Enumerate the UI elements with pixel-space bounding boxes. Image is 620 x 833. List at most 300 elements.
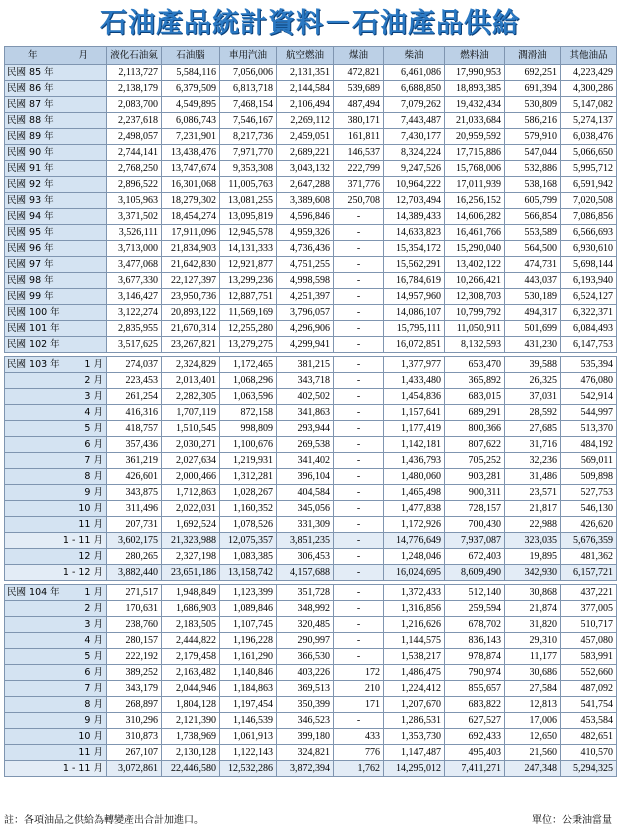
row-year bbox=[5, 517, 61, 533]
table-cell: 1,157,641 bbox=[384, 405, 445, 421]
table-cell: 7,020,508 bbox=[561, 193, 617, 209]
table-cell: - bbox=[334, 565, 384, 581]
table-cell: 1,477,838 bbox=[384, 501, 445, 517]
table-cell: - bbox=[334, 321, 384, 337]
table-row bbox=[5, 177, 617, 193]
table-cell: 2,083,700 bbox=[107, 97, 162, 113]
table-cell: 453,584 bbox=[561, 713, 617, 729]
table-cell: 8,132,593 bbox=[445, 337, 505, 353]
table-cell: 653,470 bbox=[445, 357, 505, 373]
table-cell: 2,013,401 bbox=[162, 373, 220, 389]
col-header-lpg: 液化石油氣 bbox=[107, 47, 162, 65]
row-month: 3 月 bbox=[61, 617, 107, 633]
table-row bbox=[5, 681, 617, 697]
table-cell: 3,122,274 bbox=[107, 305, 162, 321]
table-cell: 161,811 bbox=[334, 129, 384, 145]
table-cell: 39,588 bbox=[505, 357, 561, 373]
table-row bbox=[5, 357, 617, 373]
table-row bbox=[5, 485, 617, 501]
table-cell: 15,562,291 bbox=[384, 257, 445, 273]
table-cell: - bbox=[334, 453, 384, 469]
row-year: 民國 90 年 bbox=[5, 145, 61, 161]
table-cell: 14,086,107 bbox=[384, 305, 445, 321]
table-cell: 4,157,688 bbox=[277, 565, 334, 581]
table-cell: 691,394 bbox=[505, 81, 561, 97]
row-year bbox=[5, 405, 61, 421]
table-row bbox=[5, 665, 617, 681]
table-row bbox=[5, 225, 617, 241]
table-cell: 3,872,394 bbox=[277, 761, 334, 777]
table-cell: 1,161,290 bbox=[220, 649, 277, 665]
table-cell: 6,322,371 bbox=[561, 305, 617, 321]
table-cell: 4,959,326 bbox=[277, 225, 334, 241]
table-cell: 15,354,172 bbox=[384, 241, 445, 257]
table-cell: 1,146,539 bbox=[220, 713, 277, 729]
table-cell: 1,686,903 bbox=[162, 601, 220, 617]
unit-label: 單位：公秉油當量 bbox=[532, 815, 612, 826]
table-cell: 13,095,819 bbox=[220, 209, 277, 225]
table-row bbox=[5, 453, 617, 469]
row-year: 民國 104 年 bbox=[5, 585, 61, 601]
col-header-kerosene: 煤油 bbox=[334, 47, 384, 65]
table-cell: 30,686 bbox=[505, 665, 561, 681]
table-row bbox=[5, 585, 617, 601]
table-cell: 1,078,526 bbox=[220, 517, 277, 533]
row-month bbox=[61, 305, 107, 321]
table-cell: 172 bbox=[334, 665, 384, 681]
row-year bbox=[5, 389, 61, 405]
table-cell: 404,584 bbox=[277, 485, 334, 501]
row-year bbox=[5, 549, 61, 565]
table-cell: 396,104 bbox=[277, 469, 334, 485]
table-cell: 553,589 bbox=[505, 225, 561, 241]
table-cell: 341,402 bbox=[277, 453, 334, 469]
table-cell: 371,776 bbox=[334, 177, 384, 193]
table-cell: 509,898 bbox=[561, 469, 617, 485]
row-year: 民國 95 年 bbox=[5, 225, 61, 241]
table-cell: 998,809 bbox=[220, 421, 277, 437]
table-cell: - bbox=[334, 469, 384, 485]
table-cell: 2,030,271 bbox=[162, 437, 220, 453]
table-cell: 855,657 bbox=[445, 681, 505, 697]
table-cell: 7,056,006 bbox=[220, 65, 277, 81]
table-cell: 402,502 bbox=[277, 389, 334, 405]
row-year bbox=[5, 633, 61, 649]
table-cell: 1,316,856 bbox=[384, 601, 445, 617]
table-cell: 776 bbox=[334, 745, 384, 761]
table-cell: 1,172,465 bbox=[220, 357, 277, 373]
col-header-fuel-oil: 燃料油 bbox=[445, 47, 505, 65]
table-cell: 5,698,144 bbox=[561, 257, 617, 273]
table-cell: 5,147,082 bbox=[561, 97, 617, 113]
table-cell: 569,011 bbox=[561, 453, 617, 469]
table-cell: 17,715,886 bbox=[445, 145, 505, 161]
table-cell: 290,997 bbox=[277, 633, 334, 649]
table-cell: 1,248,046 bbox=[384, 549, 445, 565]
table-cell: 683,015 bbox=[445, 389, 505, 405]
table-cell: 547,044 bbox=[505, 145, 561, 161]
table-cell: 443,037 bbox=[505, 273, 561, 289]
table-cell: 2,459,051 bbox=[277, 129, 334, 145]
table-cell: 552,660 bbox=[561, 665, 617, 681]
table-row bbox=[5, 729, 617, 745]
table-cell: 1,538,217 bbox=[384, 649, 445, 665]
table-cell: 3,043,132 bbox=[277, 161, 334, 177]
table-row bbox=[5, 649, 617, 665]
table-cell: 2,498,057 bbox=[107, 129, 162, 145]
table-cell: 4,300,286 bbox=[561, 81, 617, 97]
row-year bbox=[5, 565, 61, 581]
table-cell: 351,728 bbox=[277, 585, 334, 601]
table-cell: 1,216,626 bbox=[384, 617, 445, 633]
row-month bbox=[61, 81, 107, 97]
row-year: 民國 100 年 bbox=[5, 305, 61, 321]
table-row bbox=[5, 129, 617, 145]
table-cell: 13,081,255 bbox=[220, 193, 277, 209]
table-cell: 366,530 bbox=[277, 649, 334, 665]
table-cell: 3,371,502 bbox=[107, 209, 162, 225]
row-year bbox=[5, 601, 61, 617]
table-cell: 978,874 bbox=[445, 649, 505, 665]
table-row bbox=[5, 321, 617, 337]
table-cell: 872,158 bbox=[220, 405, 277, 421]
table-cell: - bbox=[334, 337, 384, 353]
table-cell: 566,854 bbox=[505, 209, 561, 225]
table-row bbox=[5, 469, 617, 485]
table-cell: 222,799 bbox=[334, 161, 384, 177]
table-cell: 583,991 bbox=[561, 649, 617, 665]
table-cell: 2,113,727 bbox=[107, 65, 162, 81]
table-cell: 247,348 bbox=[505, 761, 561, 777]
table-cell: - bbox=[334, 533, 384, 549]
table-row bbox=[5, 437, 617, 453]
row-month bbox=[61, 337, 107, 353]
table-cell: 32,236 bbox=[505, 453, 561, 469]
table-cell: 437,221 bbox=[561, 585, 617, 601]
table-cell: 1,692,524 bbox=[162, 517, 220, 533]
table-cell: 5,676,359 bbox=[561, 533, 617, 549]
table-row bbox=[5, 373, 617, 389]
table-row bbox=[5, 337, 617, 353]
table-cell: - bbox=[334, 289, 384, 305]
table-cell: 12,308,703 bbox=[445, 289, 505, 305]
table-cell: 3,477,068 bbox=[107, 257, 162, 273]
row-year bbox=[5, 485, 61, 501]
header-row bbox=[5, 47, 617, 65]
table-cell: 6,157,721 bbox=[561, 565, 617, 581]
table-cell: 280,265 bbox=[107, 549, 162, 565]
table-cell: 15,768,006 bbox=[445, 161, 505, 177]
table-cell: - bbox=[334, 241, 384, 257]
table-row bbox=[5, 565, 617, 581]
table-cell: 261,254 bbox=[107, 389, 162, 405]
table-cell: 343,718 bbox=[277, 373, 334, 389]
table-cell: - bbox=[334, 225, 384, 241]
table-cell: 6,147,753 bbox=[561, 337, 617, 353]
table-cell: 207,731 bbox=[107, 517, 162, 533]
row-month bbox=[61, 193, 107, 209]
table-cell: 472,821 bbox=[334, 65, 384, 81]
table-cell: 5,995,712 bbox=[561, 161, 617, 177]
table-cell: 2,327,198 bbox=[162, 549, 220, 565]
table-cell: 4,296,906 bbox=[277, 321, 334, 337]
year-104-section bbox=[5, 585, 617, 777]
row-month bbox=[61, 145, 107, 161]
table-cell: 487,092 bbox=[561, 681, 617, 697]
table-cell: 605,799 bbox=[505, 193, 561, 209]
row-month: 8 月 bbox=[61, 469, 107, 485]
table-cell: 22,446,580 bbox=[162, 761, 220, 777]
table-cell: 481,362 bbox=[561, 549, 617, 565]
col-header-month: 月 bbox=[61, 47, 107, 65]
table-cell: 1,123,399 bbox=[220, 585, 277, 601]
table-cell: 3,882,440 bbox=[107, 565, 162, 581]
table-cell: 269,538 bbox=[277, 437, 334, 453]
row-month bbox=[61, 225, 107, 241]
table-row bbox=[5, 97, 617, 113]
table-cell: 2,269,112 bbox=[277, 113, 334, 129]
table-cell: 1,207,670 bbox=[384, 697, 445, 713]
table-cell: 1,028,267 bbox=[220, 485, 277, 501]
table-cell: 2,130,128 bbox=[162, 745, 220, 761]
table-cell: - bbox=[334, 405, 384, 421]
table-cell: 18,454,274 bbox=[162, 209, 220, 225]
table-cell: 18,893,385 bbox=[445, 81, 505, 97]
table-cell: 16,024,695 bbox=[384, 565, 445, 581]
table-cell: 4,751,255 bbox=[277, 257, 334, 273]
table-cell: 293,944 bbox=[277, 421, 334, 437]
table-cell: 4,998,598 bbox=[277, 273, 334, 289]
table-cell: 17,011,939 bbox=[445, 177, 505, 193]
table-cell: 474,731 bbox=[505, 257, 561, 273]
table-cell: 6,084,493 bbox=[561, 321, 617, 337]
table-cell: 389,252 bbox=[107, 665, 162, 681]
table-cell: 538,168 bbox=[505, 177, 561, 193]
table-cell: 1,433,480 bbox=[384, 373, 445, 389]
table-cell: 426,601 bbox=[107, 469, 162, 485]
table-cell: - bbox=[334, 601, 384, 617]
col-header-lubricants: 潤滑油 bbox=[505, 47, 561, 65]
table-cell: 343,875 bbox=[107, 485, 162, 501]
table-cell: 14,606,282 bbox=[445, 209, 505, 225]
table-cell: 532,886 bbox=[505, 161, 561, 177]
row-month: 1 - 11 月 bbox=[61, 761, 107, 777]
table-cell: 1,142,181 bbox=[384, 437, 445, 453]
table-cell: 7,079,262 bbox=[384, 97, 445, 113]
table-cell: 1,353,730 bbox=[384, 729, 445, 745]
table-cell: 487,494 bbox=[334, 97, 384, 113]
table-cell: 1,762 bbox=[334, 761, 384, 777]
table-cell: 2,896,522 bbox=[107, 177, 162, 193]
row-year bbox=[5, 453, 61, 469]
table-cell: 410,570 bbox=[561, 745, 617, 761]
table-cell: 4,549,895 bbox=[162, 97, 220, 113]
table-cell: 678,702 bbox=[445, 617, 505, 633]
table-cell: 1,804,128 bbox=[162, 697, 220, 713]
table-cell: 1,436,793 bbox=[384, 453, 445, 469]
table-cell: 6,461,086 bbox=[384, 65, 445, 81]
table-cell: 5,274,137 bbox=[561, 113, 617, 129]
row-year: 民國 92 年 bbox=[5, 177, 61, 193]
table-cell: 790,974 bbox=[445, 665, 505, 681]
table-cell: 7,086,856 bbox=[561, 209, 617, 225]
row-month bbox=[61, 113, 107, 129]
row-month bbox=[61, 97, 107, 113]
row-month: 5 月 bbox=[61, 649, 107, 665]
table-cell: 900,311 bbox=[445, 485, 505, 501]
table-cell: 146,537 bbox=[334, 145, 384, 161]
table-cell: 323,035 bbox=[505, 533, 561, 549]
table-cell: 31,820 bbox=[505, 617, 561, 633]
table-cell: 457,080 bbox=[561, 633, 617, 649]
table-cell: 539,689 bbox=[334, 81, 384, 97]
table-cell: 271,517 bbox=[107, 585, 162, 601]
table-cell: 331,309 bbox=[277, 517, 334, 533]
table-row bbox=[5, 161, 617, 177]
table-cell: 11,569,169 bbox=[220, 305, 277, 321]
row-year: 民國 85 年 bbox=[5, 65, 61, 81]
row-month: 1 - 11 月 bbox=[61, 533, 107, 549]
row-year bbox=[5, 437, 61, 453]
table-cell: 28,592 bbox=[505, 405, 561, 421]
table-cell: 5,066,650 bbox=[561, 145, 617, 161]
table-cell: 7,411,271 bbox=[445, 761, 505, 777]
table-cell: 4,736,436 bbox=[277, 241, 334, 257]
table-cell: 1,144,575 bbox=[384, 633, 445, 649]
table-cell: 546,130 bbox=[561, 501, 617, 517]
table-row bbox=[5, 617, 617, 633]
table-cell: 2,138,179 bbox=[107, 81, 162, 97]
table-cell: 27,584 bbox=[505, 681, 561, 697]
table-cell: 20,959,592 bbox=[445, 129, 505, 145]
row-year: 民國 101 年 bbox=[5, 321, 61, 337]
table-cell: 6,379,509 bbox=[162, 81, 220, 97]
table-cell: 482,651 bbox=[561, 729, 617, 745]
table-cell: 433 bbox=[334, 729, 384, 745]
table-cell: 13,279,275 bbox=[220, 337, 277, 353]
table-row bbox=[5, 273, 617, 289]
row-month: 10 月 bbox=[61, 501, 107, 517]
table-cell: 1,486,475 bbox=[384, 665, 445, 681]
table-cell: 13,299,236 bbox=[220, 273, 277, 289]
table-cell: 6,591,942 bbox=[561, 177, 617, 193]
table-cell: 6,813,718 bbox=[220, 81, 277, 97]
table-cell: 542,914 bbox=[561, 389, 617, 405]
table-cell: 170,631 bbox=[107, 601, 162, 617]
table-cell: 1,063,596 bbox=[220, 389, 277, 405]
table-cell: 1,068,296 bbox=[220, 373, 277, 389]
row-year: 民國 86 年 bbox=[5, 81, 61, 97]
table-row bbox=[5, 713, 617, 729]
table-cell: 1,184,863 bbox=[220, 681, 277, 697]
table-cell: 8,217,736 bbox=[220, 129, 277, 145]
table-cell: 2,183,505 bbox=[162, 617, 220, 633]
row-year: 民國 103 年 bbox=[5, 357, 61, 373]
table-cell: 12,887,751 bbox=[220, 289, 277, 305]
table-cell: 15,795,111 bbox=[384, 321, 445, 337]
table-cell: 341,863 bbox=[277, 405, 334, 421]
table-cell: 1,707,119 bbox=[162, 405, 220, 421]
table-cell: 21,834,903 bbox=[162, 241, 220, 257]
row-year: 民國 99 年 bbox=[5, 289, 61, 305]
table-cell: 342,930 bbox=[505, 565, 561, 581]
table-cell: 903,281 bbox=[445, 469, 505, 485]
table-cell: 399,180 bbox=[277, 729, 334, 745]
table-cell: 1,454,836 bbox=[384, 389, 445, 405]
table-cell: 210 bbox=[334, 681, 384, 697]
row-year bbox=[5, 729, 61, 745]
row-year bbox=[5, 533, 61, 549]
table-cell: 310,873 bbox=[107, 729, 162, 745]
table-cell: 21,874 bbox=[505, 601, 561, 617]
row-year: 民國 89 年 bbox=[5, 129, 61, 145]
table-cell: 7,971,770 bbox=[220, 145, 277, 161]
table-cell: 6,524,127 bbox=[561, 289, 617, 305]
table-cell: 23,571 bbox=[505, 485, 561, 501]
table-row bbox=[5, 305, 617, 321]
row-year: 民國 91 年 bbox=[5, 161, 61, 177]
table-cell: 1,089,846 bbox=[220, 601, 277, 617]
row-year bbox=[5, 713, 61, 729]
table-cell: 12,703,494 bbox=[384, 193, 445, 209]
row-year: 民國 87 年 bbox=[5, 97, 61, 113]
table-cell: 1,107,745 bbox=[220, 617, 277, 633]
table-cell: 10,964,222 bbox=[384, 177, 445, 193]
table-cell: 23,950,736 bbox=[162, 289, 220, 305]
table-cell: 19,895 bbox=[505, 549, 561, 565]
table-cell: 6,038,476 bbox=[561, 129, 617, 145]
table-cell: 1,377,977 bbox=[384, 357, 445, 373]
table-cell: 268,897 bbox=[107, 697, 162, 713]
table-cell: 238,760 bbox=[107, 617, 162, 633]
row-month: 5 月 bbox=[61, 421, 107, 437]
row-year: 民國 88 年 bbox=[5, 113, 61, 129]
table-cell: 12,075,357 bbox=[220, 533, 277, 549]
row-year: 民國 102 年 bbox=[5, 337, 61, 353]
row-year bbox=[5, 421, 61, 437]
table-cell: 9,353,308 bbox=[220, 161, 277, 177]
row-year bbox=[5, 649, 61, 665]
row-month bbox=[61, 161, 107, 177]
table-row bbox=[5, 761, 617, 777]
supply-table bbox=[4, 46, 617, 777]
table-cell: 807,622 bbox=[445, 437, 505, 453]
row-month: 12 月 bbox=[61, 549, 107, 565]
table-cell: - bbox=[334, 549, 384, 565]
table-cell: 2,768,250 bbox=[107, 161, 162, 177]
row-month: 1 - 12 月 bbox=[61, 565, 107, 581]
table-cell: 11,005,763 bbox=[220, 177, 277, 193]
row-month: 4 月 bbox=[61, 405, 107, 421]
table-cell: 37,031 bbox=[505, 389, 561, 405]
table-cell: - bbox=[334, 389, 384, 405]
row-month: 9 月 bbox=[61, 713, 107, 729]
table-cell: 343,179 bbox=[107, 681, 162, 697]
row-year bbox=[5, 617, 61, 633]
row-month bbox=[61, 241, 107, 257]
table-cell: 2,022,031 bbox=[162, 501, 220, 517]
table-cell: 12,532,286 bbox=[220, 761, 277, 777]
table-cell: 513,370 bbox=[561, 421, 617, 437]
table-cell: 324,821 bbox=[277, 745, 334, 761]
col-header-diesel: 柴油 bbox=[384, 47, 445, 65]
table-cell: 1,122,143 bbox=[220, 745, 277, 761]
table-cell: 12,255,280 bbox=[220, 321, 277, 337]
row-month: 6 月 bbox=[61, 665, 107, 681]
table-cell: 2,163,482 bbox=[162, 665, 220, 681]
table-cell: 7,231,901 bbox=[162, 129, 220, 145]
table-cell: - bbox=[334, 421, 384, 437]
